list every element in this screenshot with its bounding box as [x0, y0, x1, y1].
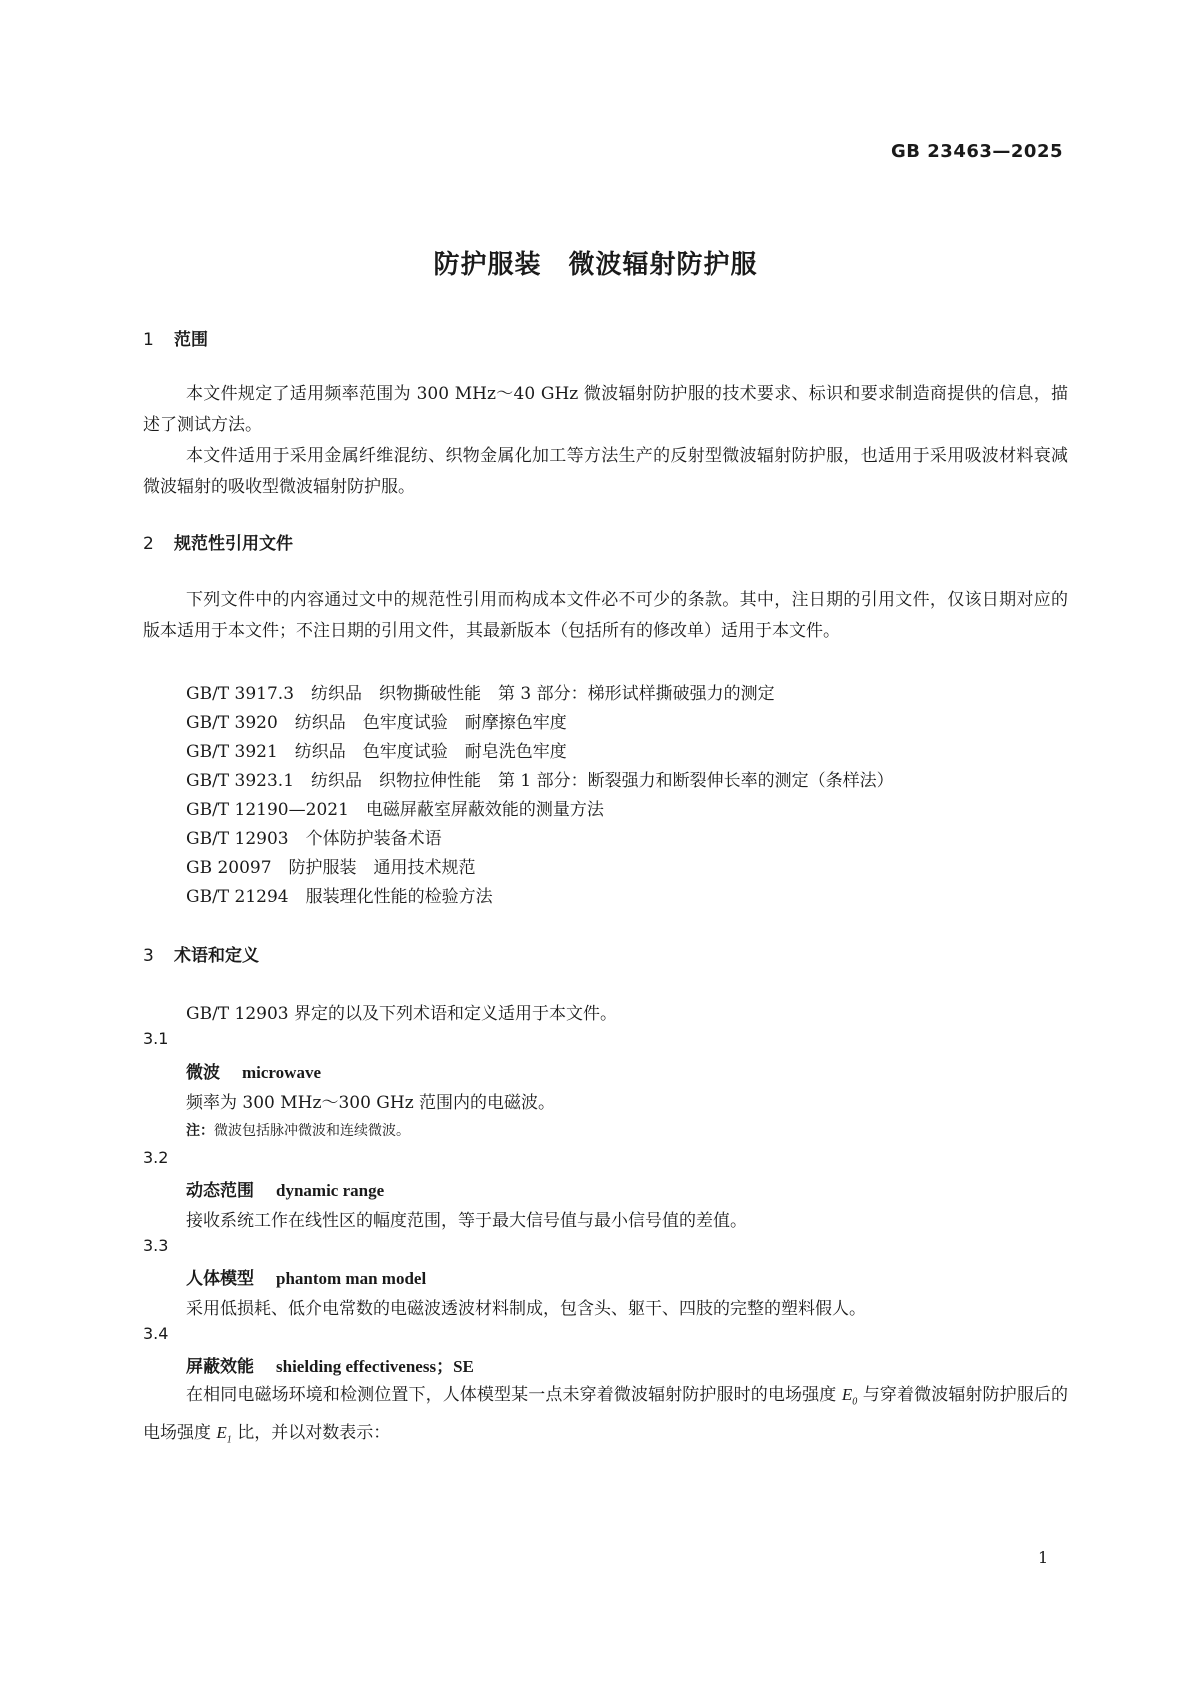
term-zh: 屏蔽效能	[186, 1357, 254, 1377]
reference-item: GB/T 21294 服装理化性能的检验方法	[186, 887, 493, 907]
reference-item: GB/T 3923.1 纺织品 织物拉伸性能 第 1 部分：断裂强力和断裂伸长率的测定（条样法）	[186, 771, 894, 791]
section-number: 1	[143, 330, 154, 350]
term-definition	[143, 1379, 1068, 1456]
term-note	[186, 1120, 410, 1140]
term-zh: 动态范围	[186, 1181, 254, 1201]
section-title: 范围	[174, 330, 208, 350]
term-zh: 微波	[186, 1063, 220, 1083]
paragraph: 下列文件中的内容通过文中的规范性引用而构成本文件必不可少的条款。其中，注日期的引用文件，仅该日期对应的版本适用于本文件；不注日期的引用文件，其最新版本（包括所有的修改单）适用于本文件。	[143, 590, 1068, 641]
term-heading	[186, 1058, 321, 1083]
definition-text: 与穿着微波辐射防护服后的电场强度	[143, 1385, 1069, 1444]
term-number: 3.3	[143, 1236, 169, 1255]
term-definition: 接收系统工作在线性区的幅度范围，等于最大信号值与最小信号值的差值。	[186, 1211, 747, 1231]
page-number: 1	[1038, 1548, 1049, 1567]
variable-e0: $E_0$	[841, 1385, 858, 1408]
reference-item: GB/T 3921 纺织品 色牢度试验 耐皂洗色牢度	[186, 742, 567, 762]
reference-item: GB/T 12903 个体防护装备术语	[186, 829, 442, 849]
reference-item: GB/T 3920 纺织品 色牢度试验 耐摩擦色牢度	[186, 713, 567, 733]
term-heading	[186, 1176, 384, 1201]
paragraph: GB/T 12903 界定的以及下列术语和定义适用于本文件。	[186, 1004, 618, 1024]
term-number: 3.2	[143, 1148, 169, 1167]
term-heading	[186, 1352, 474, 1377]
term-definition: 频率为 300 MHz～300 GHz 范围内的电磁波。	[186, 1093, 556, 1113]
term-en: dynamic range	[276, 1181, 385, 1200]
definition-text: 在相同电磁场环境和检测位置下，人体模型某一点未穿着微波辐射防护服时的电场强度	[186, 1385, 842, 1405]
note-text: 微波包括脉冲微波和连续微波。	[214, 1123, 410, 1139]
definition-text: 比，并以对数表示：	[231, 1423, 391, 1444]
term-definition: 采用低损耗、低介电常数的电磁波透波材料制成，包含头、躯干、四肢的完整的塑料假人。	[186, 1299, 866, 1319]
term-heading	[186, 1264, 426, 1289]
term-number: 3.4	[143, 1324, 169, 1343]
section-number: 3	[143, 946, 154, 966]
term-number: 3.1	[143, 1029, 169, 1048]
section-1-heading	[143, 325, 208, 350]
section-number: 2	[143, 534, 154, 554]
section-title: 术语和定义	[174, 946, 259, 966]
standard-number: GB 23463—2025	[891, 141, 1063, 162]
reference-item: GB/T 12190—2021 电磁屏蔽室屏蔽效能的测量方法	[186, 800, 604, 820]
paragraph: 本文件规定了适用频率范围为 300 MHz～40 GHz 微波辐射防护服的技术要求、标识和要求制造商提供的信息，描述了测试方法。	[143, 384, 1068, 435]
reference-item: GB/T 3917.3 纺织品 织物撕破性能 第 3 部分：梯形试样撕破强力的测定	[186, 684, 775, 704]
paragraph: 本文件适用于采用金属纤维混纺、织物金属化加工等方法生产的反射型微波辐射防护服，也适用于采用吸波材料衰减微波辐射的吸收型微波辐射防护服。	[143, 446, 1068, 497]
term-zh: 人体模型	[186, 1269, 254, 1289]
section-title: 规范性引用文件	[174, 534, 293, 554]
term-en: microwave	[242, 1063, 321, 1082]
term-en: shielding effectiveness；SE	[276, 1357, 474, 1376]
variable-e1: $E_1$	[216, 1423, 232, 1446]
note-label: 注：	[186, 1123, 214, 1139]
reference-item: GB 20097 防护服装 通用技术规范	[186, 858, 476, 878]
term-en: phantom man model	[276, 1269, 427, 1288]
section-2-heading	[143, 529, 293, 554]
section-3-heading	[143, 941, 259, 966]
document-title: 防护服装 微波辐射防护服	[433, 250, 758, 280]
